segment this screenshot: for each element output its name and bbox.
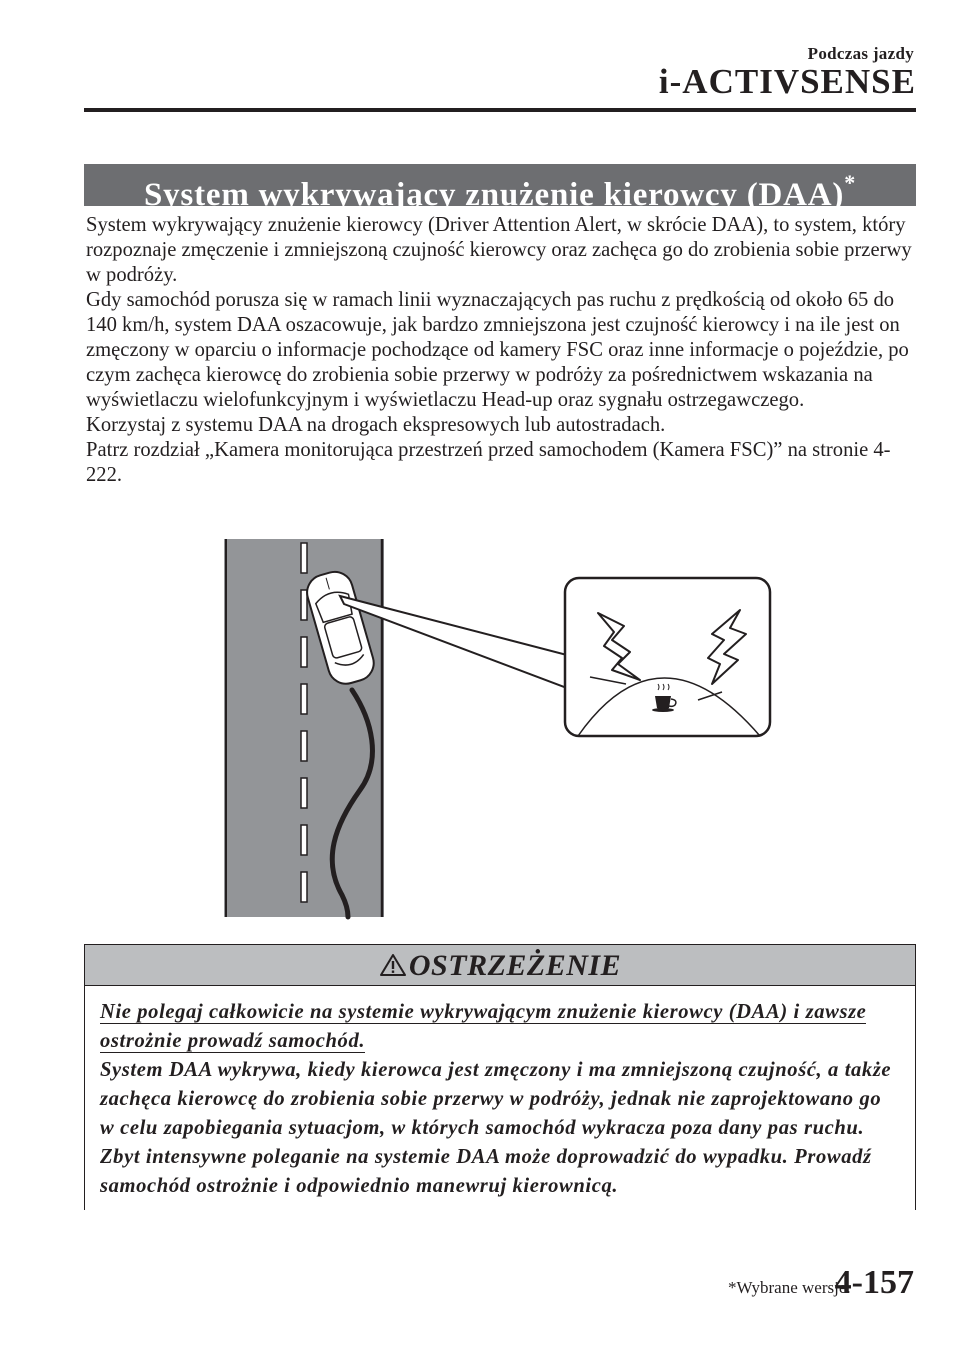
section-heading: i-ACTIVSENSE bbox=[658, 62, 916, 101]
coffee-cup-icon bbox=[652, 684, 676, 712]
warning-border-right bbox=[915, 986, 916, 1210]
warning-header bbox=[84, 944, 916, 986]
weaving-trajectory bbox=[332, 690, 372, 917]
page-number: 4-157 bbox=[834, 1264, 914, 1301]
paragraph-intro: System wykrywający znużenie kierowcy (Driver Attention Alert, w skrócie DAA), to system, który rozpoznaje zmęczenie i zmniejszoną czujność kierowcy oraz zachęca go do zrobienia sobie przerwy w podróży. bbox=[86, 214, 912, 286]
warning-title-text: OSTRZEŻENIE bbox=[408, 949, 622, 982]
footnote: *Wybrane wersje. bbox=[728, 1278, 851, 1297]
warning-body: System DAA wykrywa, kiedy kierowca jest zmęczony i ma zmniejszoną czujność, a także zachęca kierowcę do zrobienia sobie przerwy w podróży, jednak nie zaprojektowano go w celu zapobiegania sytuacjom, w których samochód wykracza poza dany pas ruchu. Zbyt intensywne poleganie na systemie DAA może doprowadzić do wypadku. Prowadź samochód ostrożnie i odpowiednio manewruj kierownicą. bbox=[100, 1059, 892, 1197]
header-divider bbox=[84, 108, 916, 112]
optional-equipment-mark: * bbox=[844, 170, 857, 195]
camera-beam bbox=[340, 596, 567, 688]
multi-information-display bbox=[565, 578, 770, 736]
warning-title bbox=[85, 949, 915, 985]
warning-emphasis bbox=[100, 998, 900, 1056]
paragraph-operation: Gdy samochód porusza się w ramach linii wyznaczających pas ruchu z prędkością od około 65 do 140 km/h, system DAA oszacowuje, jak bardzo zmniejszona jest czujność kierowcy i na ile jest on zmęczony w oparciu o informacje pochodzące od kamery FSC oraz inne informacje o pojeździe, po czym zachęca kierowcę do zrobienia sobie przerwy w podróży za pośrednictwem wskazania na wyświetlaczu wielofunkcyjnym i wyświetlaczu Head-up oraz sygnału ostrzegawczego. bbox=[86, 289, 909, 411]
lightning-icon bbox=[598, 610, 746, 684]
page-title-text: System wykrywający znużenie kierowcy (DAA) bbox=[143, 177, 845, 213]
warning-border-left bbox=[84, 986, 85, 1210]
warning-box bbox=[84, 944, 916, 1210]
chapter-title: Podczas jazdy bbox=[807, 44, 914, 63]
warning-triangle-icon bbox=[379, 951, 407, 985]
warning-underlined-text: Nie polegaj całkowicie na systemie wykrywającym znużenie kierowcy (DAA) i zawsze ostrożnie prowadź samochód. bbox=[100, 1001, 867, 1052]
road-icon bbox=[224, 539, 384, 917]
lane-markings bbox=[301, 543, 307, 902]
warning-text bbox=[100, 998, 900, 1201]
body-text bbox=[86, 213, 920, 488]
car-icon bbox=[303, 568, 378, 688]
paragraph-usage: Korzystaj z systemu DAA na drogach ekspresowych lub autostradach. bbox=[86, 414, 666, 436]
paragraph-reference: Patrz rozdział „Kamera monitorująca przestrzeń przed samochodem (Kamera FSC)” na stronie 4-222. bbox=[86, 439, 891, 486]
page-title bbox=[84, 164, 916, 213]
